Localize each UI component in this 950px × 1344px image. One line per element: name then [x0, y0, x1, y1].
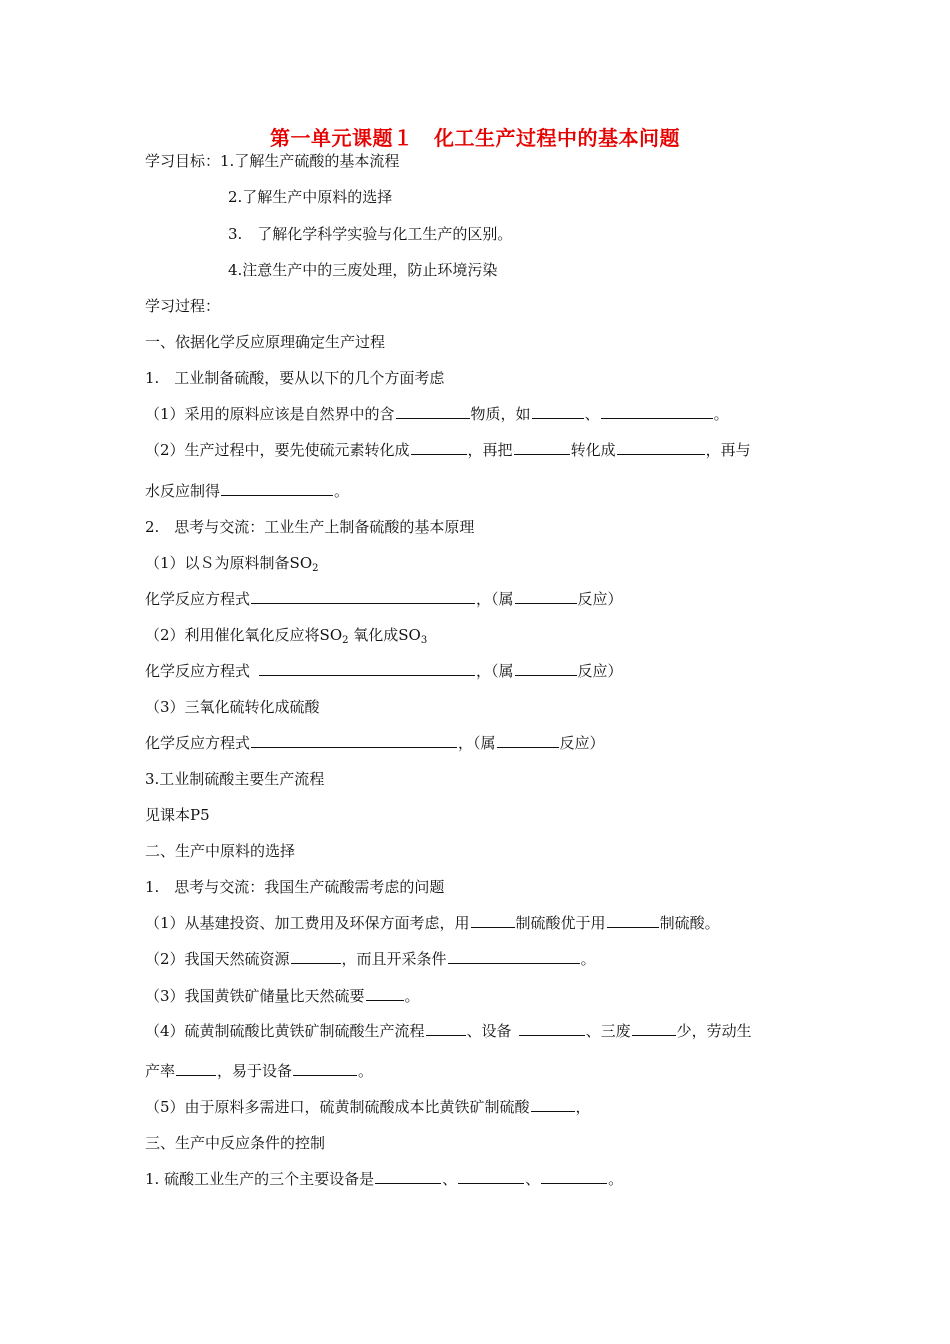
answer-blank[interactable] [497, 733, 559, 748]
fill-blank-line: （1）采用的原料应该是自然界中的含 物质，如 、 。 [145, 405, 729, 423]
fill-blank-line: （2）生产过程中，要先使硫元素转化成 ，再把 转化成 ，再与 [145, 441, 751, 459]
textbook-reference: 见课本P5 [145, 806, 210, 824]
answer-blank[interactable] [458, 1169, 524, 1184]
objectives-label: 学习目标： [145, 152, 221, 170]
question: 3.工业制硫酸主要生产流程 [145, 770, 325, 788]
objective-item: 4.注意生产中的三废处理，防止环境污染 [228, 261, 498, 279]
fill-blank-line: （3）我国黄铁矿储量比天然硫要 。 [145, 987, 420, 1005]
answer-blank[interactable] [601, 404, 713, 419]
answer-blank[interactable] [541, 1169, 607, 1184]
equation-line: 化学反应方程式 ，（属 反应） [145, 662, 623, 680]
answer-blank[interactable] [221, 481, 333, 496]
answer-blank[interactable] [514, 440, 570, 455]
process-label: 学习过程： [145, 297, 221, 315]
answer-blank[interactable] [176, 1061, 216, 1076]
answer-blank[interactable] [632, 1021, 676, 1036]
answer-blank[interactable] [532, 404, 584, 419]
answer-blank[interactable] [617, 440, 705, 455]
objective-item: 2.了解生产中原料的选择 [228, 188, 393, 206]
question: 1. 工业制备硫酸，要从以下的几个方面考虑 [145, 369, 445, 387]
question: 2. 思考与交流：工业生产上制备硫酸的基本原理 [145, 518, 475, 536]
sub-question: （1）以Ｓ为原料制备$SO_2$ [145, 554, 319, 574]
answer-blank[interactable] [366, 986, 404, 1001]
page-title: 第一单元课题１ 化工生产过程中的基本问题 [270, 126, 680, 150]
answer-blank[interactable] [291, 949, 341, 964]
answer-blank[interactable] [515, 589, 577, 604]
question: 1. 思考与交流：我国生产硫酸需考虑的问题 [145, 878, 445, 896]
fill-blank-line: （2）我国天然硫资源 ，而且开采条件 。 [145, 950, 596, 968]
equation-blank[interactable] [251, 733, 457, 748]
objectives-line-1 [145, 151, 399, 171]
answer-blank[interactable] [293, 1061, 357, 1076]
section-heading: 二、生产中原料的选择 [145, 842, 296, 860]
equation-blank[interactable] [259, 661, 475, 676]
answer-blank[interactable] [426, 1021, 466, 1036]
answer-blank[interactable] [519, 1021, 585, 1036]
section-heading: 一、依据化学反应原理确定生产过程 [145, 333, 386, 351]
answer-blank[interactable] [471, 913, 515, 928]
section-heading: 三、生产中反应条件的控制 [145, 1134, 326, 1152]
answer-blank[interactable] [448, 949, 580, 964]
answer-blank[interactable] [607, 913, 659, 928]
answer-blank[interactable] [411, 440, 467, 455]
fill-blank-line: （4）硫黄制硫酸比黄铁矿制硫酸生产流程 、设备 、三废 少，劳动生 [145, 1022, 752, 1040]
objective-item: 1.了解生产硫酸的基本流程 [220, 152, 400, 170]
sub-question: （2）利用催化氧化反应将$SO_2$ 氧化成$SO_3$ [145, 626, 428, 646]
equation-line: 化学反应方程式 ，（属 反应） [145, 590, 623, 608]
fill-blank-line: （1）从基建投资、加工费用及环保方面考虑，用 制硫酸优于用 制硫酸。 [145, 914, 720, 932]
equation-blank[interactable] [251, 589, 475, 604]
fill-blank-line: 水反应制得 。 [145, 482, 350, 500]
answer-blank[interactable] [375, 1169, 441, 1184]
sub-question: （3）三氧化硫转化成硫酸 [145, 698, 320, 716]
fill-blank-line: （5）由于原料多需进口，硫黄制硫酸成本比黄铁矿制硫酸 ， [145, 1098, 591, 1116]
objective-item: 3. 了解化学科学实验与化工生产的区别。 [228, 225, 513, 243]
answer-blank[interactable] [396, 404, 470, 419]
answer-blank[interactable] [515, 661, 577, 676]
equation-line: 化学反应方程式 ，（属 反应） [145, 734, 605, 752]
fill-blank-line: 产率 ，易于设备 。 [145, 1062, 374, 1080]
answer-blank[interactable] [531, 1097, 575, 1112]
fill-blank-line: 1. 硫酸工业生产的三个主要设备是 、 、 。 [145, 1170, 624, 1188]
